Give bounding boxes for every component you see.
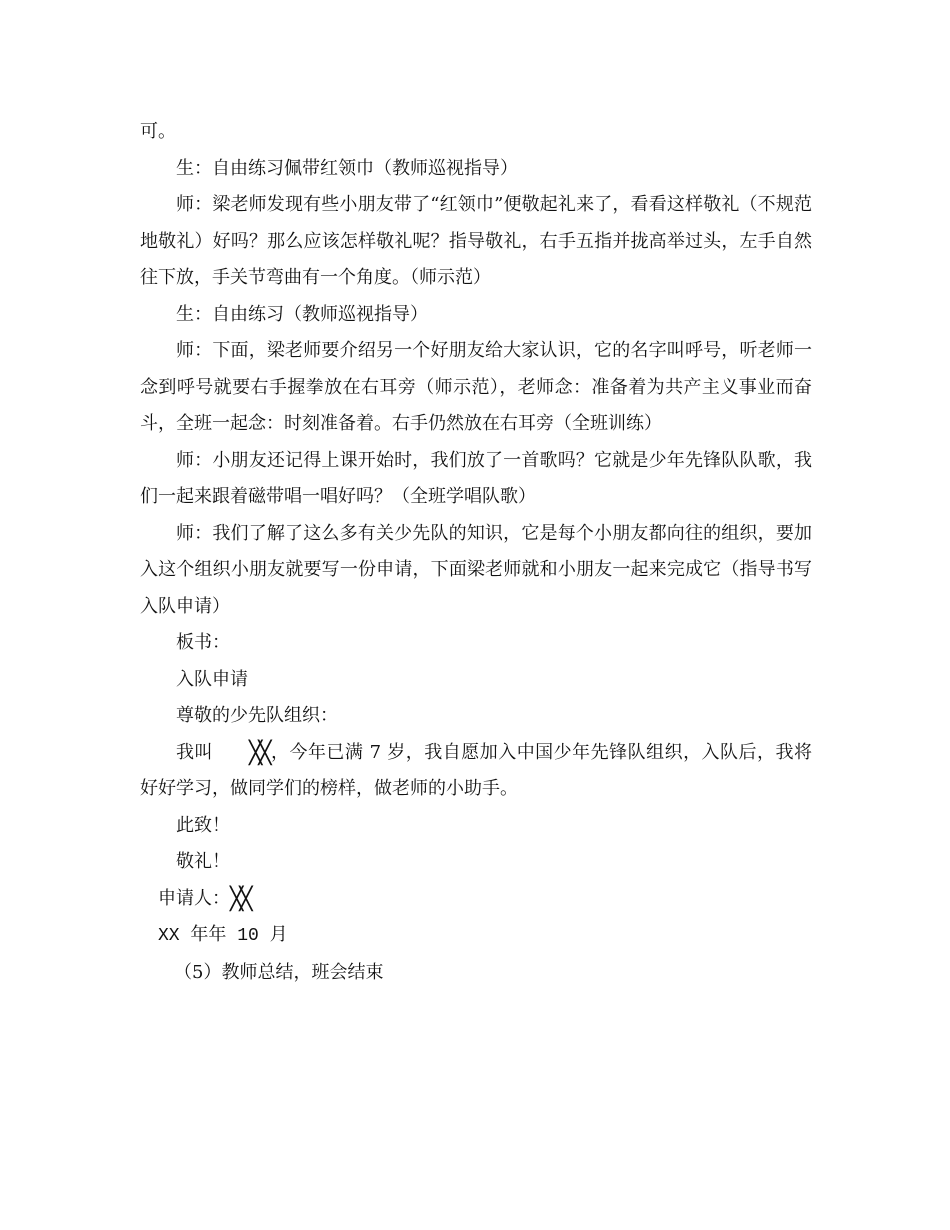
application-body (140, 735, 812, 808)
blackboard-label: 板书： (176, 632, 230, 653)
application-salutation: 尊敬的少先队组织： (176, 705, 338, 726)
applicant-line (158, 881, 812, 918)
application-body-prefix: 我叫 (176, 741, 213, 763)
paragraph-teacher-song: 师：小朋友还记得上课开始时，我们放了一首歌吗？它就是少年先锋队队歌，我们一起来跟着磁带唱一唱好吗？（全班学唱队歌） (140, 449, 812, 507)
paragraph-teacher-salute: 师：梁老师发现有些小朋友带了“红领巾”便敬起礼来了，看看这样敬礼（不规范地敬礼）好吗？那么应该怎样敬礼呢？指导敬礼，右手五指并拢高举过头，左手自然往下放，手关节弯曲有一个角度。（师示范） (140, 194, 812, 288)
application-title: 入队申请 (176, 668, 248, 690)
document-body (140, 114, 812, 991)
paragraph-student-practice-scarf: 生：自由练习佩带红领巾（教师巡视指导） (176, 157, 518, 179)
paragraph-teacher-callsign: 师：下面，梁老师要介绍另一个好朋友给大家认识，它的名字叫呼号，听老师一念到呼号就要右手握拳放在右耳旁（师示范），老师念：准备着为共产主义事业而奋斗，全班一起念：时刻准备着。右手仍然放在右耳旁（全班训练） (140, 340, 812, 434)
applicant-name-mark: ╳╳ (230, 886, 249, 912)
application-date (158, 917, 812, 955)
paragraph-student-practice: 生：自由练习（教师巡视指导） (176, 303, 428, 325)
teacher-summary: （5）教师总结，班会结束 (174, 961, 384, 983)
application-closing-1: 此致！ (176, 814, 230, 836)
paragraph-teacher-application: 师：我们了解了这么多有关少先队的知识，它是每个小朋友都向往的组织，要加入这个组织小朋友就要写一份申请，下面梁老师就和小朋友一起来完成它（指导书写入队申请） (140, 522, 812, 617)
applicant-label: 申请人： (158, 887, 230, 909)
application-body-text: ，今年已满 7 岁，我自愿加入中国少年先锋队组织，入队后，我将好好学习，做同学们的榜样，做老师的小助手。 (140, 741, 812, 799)
name-placeholder-mark: ╳╳ (248, 740, 268, 766)
application-closing-2: 敬礼！ (176, 851, 230, 872)
application-date-text: XX 年年 10 月 (158, 926, 288, 946)
paragraph-continuation: 可。 (140, 121, 176, 142)
